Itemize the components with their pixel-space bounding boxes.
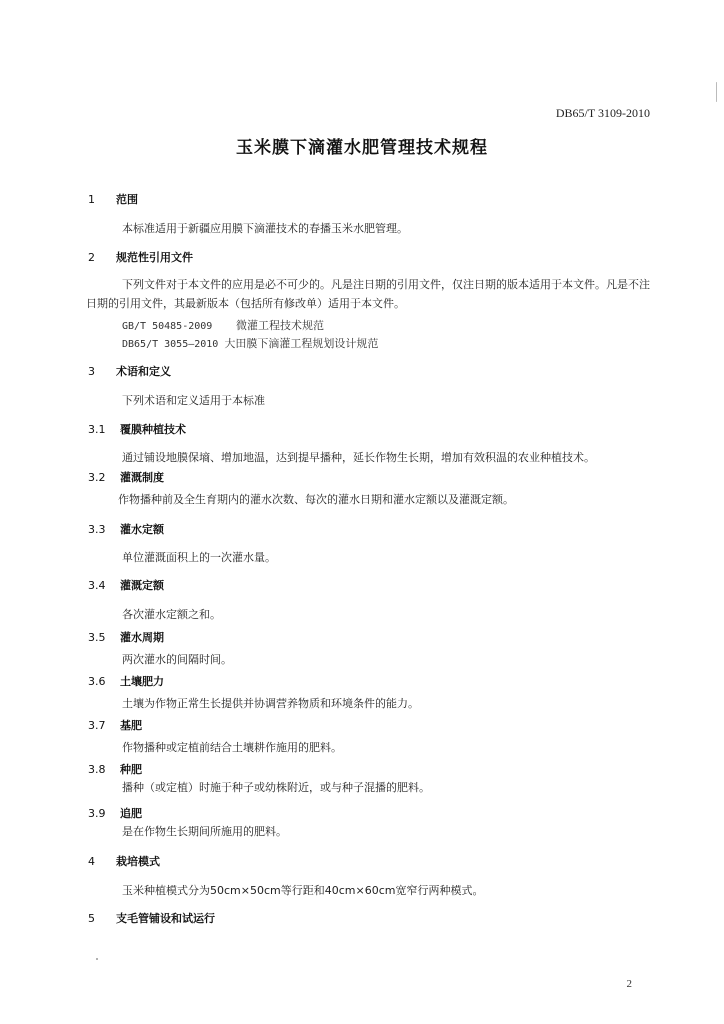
section-text-1: 本标准适用于新疆应用膜下滴灌技术的春播玉米水肥管理。: [122, 222, 408, 235]
scan-speck: [96, 958, 98, 960]
section-heading-3-2: 3.2 灌溉制度: [88, 471, 164, 484]
section-text-3-1: 通过铺设地膜保墒、增加地温，达到提早播种，延长作物生长期，增加有效积温的农业种植技术。: [122, 451, 595, 464]
section-text-3-8: 播种（或定植）时施于种子或幼株附近，或与种子混播的肥料。: [122, 781, 430, 794]
section-heading-3: 3 术语和定义: [88, 365, 171, 378]
section-heading-2: 2 规范性引用文件: [88, 251, 193, 264]
reference-item: DB65/T 3055—2010 大田膜下滴灌工程规划设计规范: [122, 337, 379, 350]
section-text-3-6: 土壤为作物正常生长提供并协调营养物质和环境条件的能力。: [122, 697, 419, 710]
page-number: 2: [626, 978, 632, 990]
section-text-3-5: 两次灌水的间隔时间。: [122, 653, 232, 666]
scan-edge-mark: [716, 82, 717, 102]
section-heading-5: 5 支毛管铺设和试运行: [88, 912, 215, 925]
section-text-2: 下列文件对于本文件的应用是必不可少的。凡是注日期的引用文件，仅注日期的版本适用于本文件。凡是不注日期的引用文件，其最新版本（包括所有修改单）适用于本文件。: [86, 278, 650, 310]
page-title: 玉米膜下滴灌水肥管理技术规程: [236, 138, 488, 158]
section-text-3-2: 作物播种前及全生育期内的灌水次数、每次的灌水日期和灌水定额以及灌溉定额。: [118, 493, 514, 506]
reference-item: GB/T 50485-2009 微灌工程技术规范: [122, 319, 324, 332]
section-heading-3-3: 3.3 灌水定额: [88, 523, 164, 536]
section-text-3-4: 各次灌水定额之和。: [122, 608, 221, 621]
section-text-3: 下列术语和定义适用于本标准: [122, 394, 265, 407]
section-heading-1: 1 范围: [88, 193, 138, 206]
section-heading-3-9: 3.9 追肥: [88, 807, 142, 820]
section-heading-3-7: 3.7 基肥: [88, 719, 142, 732]
section-heading-4: 4 栽培模式: [88, 855, 160, 868]
section-heading-3-5: 3.5 灌水周期: [88, 631, 164, 644]
section-text-3-3: 单位灌溉面积上的一次灌水量。: [122, 551, 276, 564]
section-text-3-9: 是在作物生长期间所施用的肥料。: [122, 825, 287, 838]
section-heading-3-6: 3.6 土壤肥力: [88, 675, 164, 688]
section-heading-3-8: 3.8 种肥: [88, 763, 142, 776]
section-heading-3-4: 3.4 灌溉定额: [88, 579, 164, 592]
section-text-3-7: 作物播种或定植前结合土壤耕作施用的肥料。: [122, 741, 342, 754]
section-text-4: 玉米种植模式分为50cm×50cm等行距和40cm×60cm宽窄行两种模式。: [122, 884, 484, 897]
standard-code: DB65/T 3109-2010: [555, 106, 650, 120]
section-heading-3-1: 3.1 覆膜种植技术: [88, 423, 186, 436]
